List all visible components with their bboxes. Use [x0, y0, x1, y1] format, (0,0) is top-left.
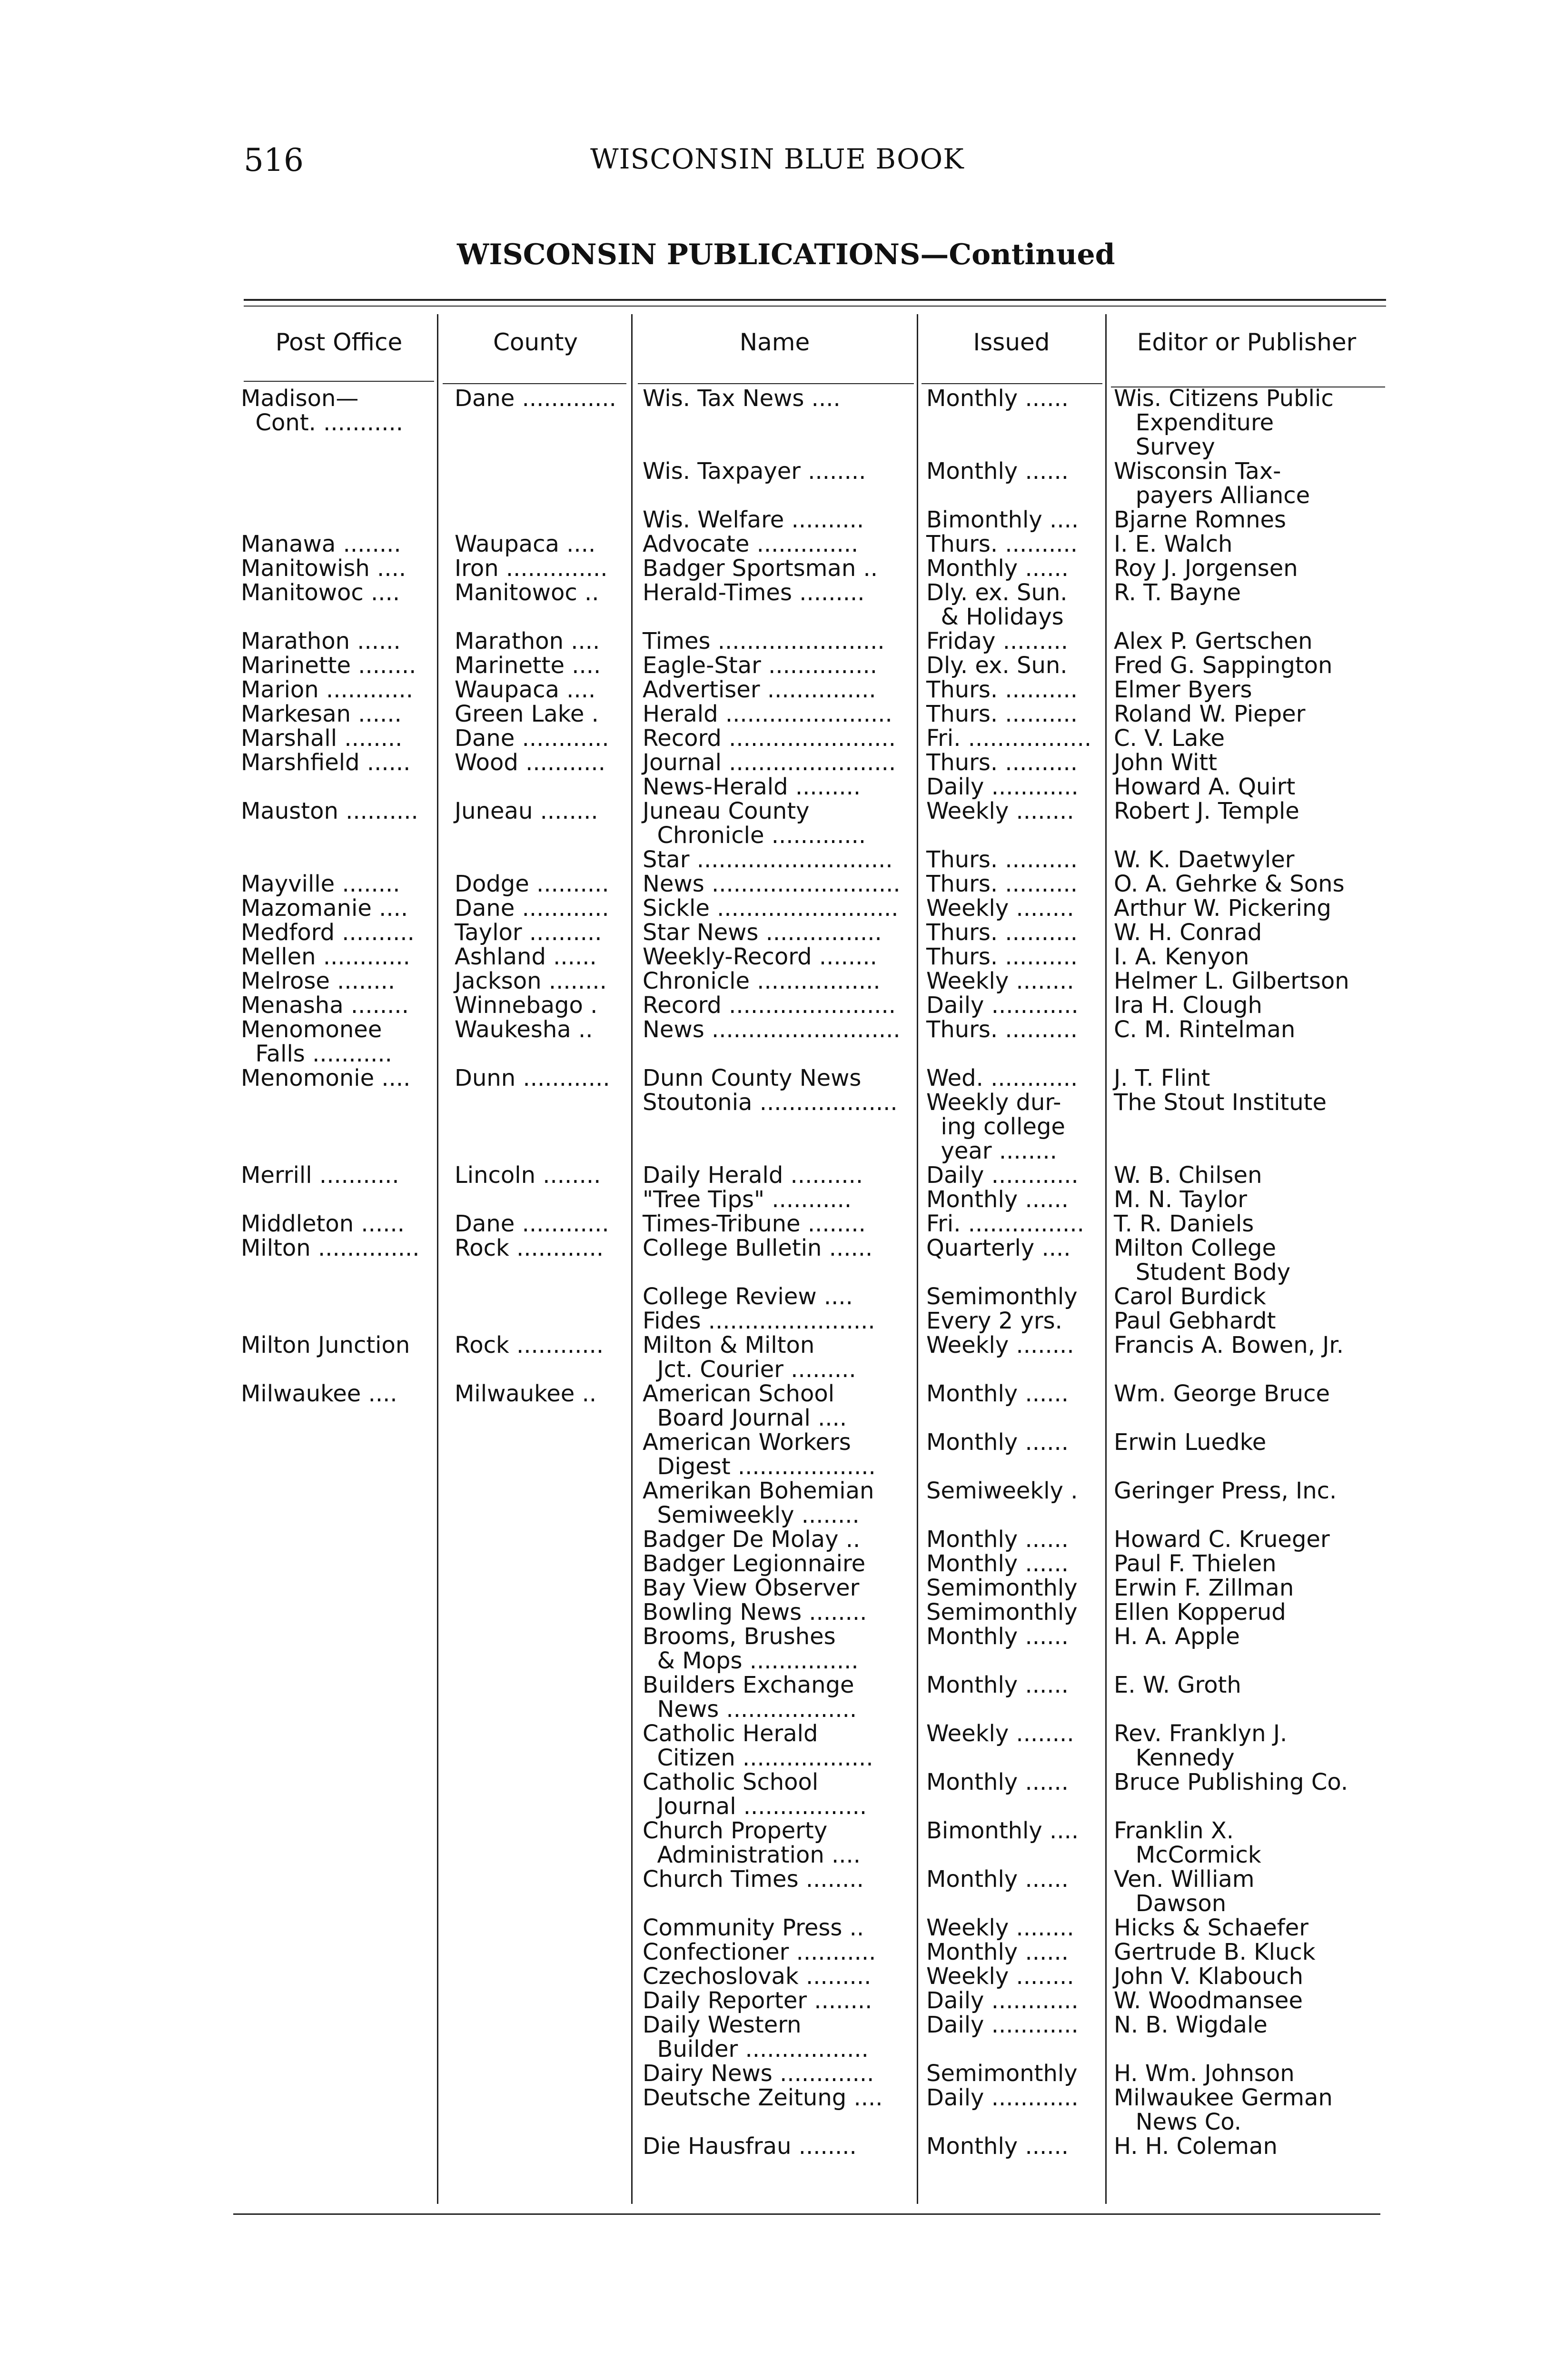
post-office-cell: Markesan ...... [241, 701, 402, 727]
issued-cell: Monthly ...... [926, 1939, 1069, 1965]
name-cell: Church Property Administration .... [643, 1817, 861, 1868]
issued-cell: Thurs. .......... [926, 676, 1078, 703]
editor-cell: Francis A. Bowen, Jr. [1114, 1332, 1344, 1359]
issued-cell: Daily ............ [926, 1987, 1079, 2014]
name-cell: Church Times ........ [643, 1866, 864, 1893]
editor-cell: John Witt [1114, 749, 1218, 776]
editor-cell: Robert J. Temple [1114, 798, 1299, 824]
column-header-county: County [493, 328, 578, 356]
issued-cell: Dly. ex. Sun. & Holidays [926, 579, 1068, 630]
editor-cell: Wis. Citizens Public Expenditure Survey [1114, 385, 1334, 460]
editor-cell: Geringer Press, Inc. [1114, 1478, 1337, 1504]
name-cell: Milton & Milton Jct. Courier ......... [643, 1332, 856, 1383]
issued-cell: Daily ............ [926, 2012, 1079, 2038]
issued-cell: Weekly ........ [926, 798, 1074, 824]
editor-cell: T. R. Daniels [1114, 1210, 1254, 1237]
editor-cell: Hicks & Schaefer [1114, 1914, 1308, 1941]
editor-cell: I. A. Kenyon [1114, 943, 1249, 970]
name-cell: Fides ....................... [643, 1308, 875, 1334]
issued-cell: Monthly ...... [926, 1623, 1069, 1650]
issued-cell: Fri. ................. [926, 725, 1092, 752]
issued-cell: Thurs. .......... [926, 1016, 1078, 1043]
name-cell: Badger Legionnaire [643, 1550, 866, 1577]
name-cell: Wis. Welfare .......... [643, 506, 864, 533]
editor-cell: W. H. Conrad [1114, 919, 1262, 946]
editor-cell: Helmer L. Gilbertson [1114, 968, 1349, 994]
post-office-cell: Mellen ............ [241, 943, 410, 970]
name-cell: Eagle-Star ............... [643, 652, 877, 679]
issued-cell: Thurs. .......... [926, 749, 1078, 776]
issued-cell: Monthly ...... [926, 1380, 1069, 1407]
issued-cell: Fri. ................ [926, 1210, 1084, 1237]
issued-cell: Daily ............ [926, 774, 1079, 800]
name-cell: Journal ....................... [643, 749, 896, 776]
header-underline [443, 383, 626, 384]
name-cell: Badger De Molay .. [643, 1526, 861, 1553]
editor-cell: W. K. Daetwyler [1114, 846, 1295, 873]
editor-cell: Alex P. Gertschen [1114, 628, 1313, 654]
issued-cell: Weekly ........ [926, 1720, 1074, 1747]
name-cell: Star ........................... [643, 846, 893, 873]
issued-cell: Weekly ........ [926, 968, 1074, 994]
editor-cell: Wisconsin Tax- payers Alliance [1114, 458, 1310, 509]
post-office-cell: Menomonie .... [241, 1065, 411, 1091]
issued-cell: Bimonthly .... [926, 1817, 1079, 1844]
editor-cell: Gertrude B. Kluck [1114, 1939, 1316, 1965]
name-cell: Bowling News ........ [643, 1599, 867, 1626]
name-cell: Advertiser ............... [643, 676, 876, 703]
post-office-cell: Melrose ........ [241, 968, 396, 994]
issued-cell: Bimonthly .... [926, 506, 1079, 533]
name-cell: Daily Reporter ........ [643, 1987, 872, 2014]
post-office-cell: Milton Junction [241, 1332, 410, 1359]
editor-cell: Wm. George Bruce [1114, 1380, 1330, 1407]
name-cell: Herald-Times ......... [643, 579, 865, 606]
editor-cell: E. W. Groth [1114, 1672, 1241, 1698]
name-cell: Catholic School Journal ................. [643, 1769, 867, 1820]
post-office-cell: Marshall ........ [241, 725, 403, 752]
name-cell: Weekly-Record ........ [643, 943, 877, 970]
county-cell: Iron .............. [455, 555, 608, 582]
editor-cell: C. V. Lake [1114, 725, 1225, 752]
county-cell: Green Lake . [455, 701, 599, 727]
issued-cell: Semimonthly [926, 1599, 1078, 1626]
editor-cell: C. M. Rintelman [1114, 1016, 1296, 1043]
name-cell: News .......................... [643, 871, 901, 897]
name-cell: Record ....................... [643, 725, 896, 752]
column-header-editor-or-publisher: Editor or Publisher [1137, 328, 1357, 356]
top-rule-thin [244, 306, 1386, 307]
county-cell: Wood ........... [455, 749, 605, 776]
column-header-name: Name [739, 328, 810, 356]
name-cell: Record ....................... [643, 992, 896, 1019]
post-office-cell: Milwaukee .... [241, 1380, 397, 1407]
post-office-cell: Middleton ...... [241, 1210, 405, 1237]
name-cell: Bay View Observer [643, 1575, 860, 1601]
column-header-post-office: Post Office [275, 328, 403, 356]
editor-cell: Erwin Luedke [1114, 1429, 1267, 1456]
issued-cell: Thurs. .......... [926, 846, 1078, 873]
table-title: WISCONSIN PUBLICATIONS—Continued [457, 238, 1115, 271]
county-cell: Dane ............. [455, 385, 616, 412]
name-cell: Badger Sportsman .. [643, 555, 878, 582]
issued-cell: Thurs. .......... [926, 531, 1078, 557]
name-cell: College Review .... [643, 1283, 853, 1310]
post-office-cell: Medford .......... [241, 919, 415, 946]
county-cell: Juneau ........ [455, 798, 598, 824]
name-cell: Stoutonia ................... [643, 1089, 898, 1116]
county-cell: Marathon .... [455, 628, 600, 654]
editor-cell: Paul F. Thielen [1114, 1550, 1277, 1577]
editor-cell: W. Woodmansee [1114, 1987, 1303, 2014]
column-divider [437, 314, 438, 2204]
name-cell: Confectioner ........... [643, 1939, 876, 1965]
editor-cell: Howard C. Krueger [1114, 1526, 1330, 1553]
issued-cell: Thurs. .......... [926, 919, 1078, 946]
editor-cell: Roland W. Pieper [1114, 701, 1306, 727]
county-cell: Dane ............ [455, 1210, 609, 1237]
name-cell: News .......................... [643, 1016, 901, 1043]
county-cell: Waukesha .. [455, 1016, 593, 1043]
name-cell: Catholic Herald Citizen .................. [643, 1720, 873, 1771]
issued-cell: Monthly ...... [926, 1550, 1069, 1577]
issued-cell: Semimonthly [926, 2060, 1078, 2087]
name-cell: Daily Herald .......... [643, 1162, 863, 1189]
post-office-cell: Marinette ........ [241, 652, 416, 679]
top-rule [244, 299, 1386, 301]
post-office-cell: Mazomanie .... [241, 895, 408, 922]
issued-cell: Friday ......... [926, 628, 1069, 654]
post-office-cell: Mayville ........ [241, 871, 400, 897]
county-cell: Dodge .......... [455, 871, 609, 897]
editor-cell: Elmer Byers [1114, 676, 1252, 703]
name-cell: News-Herald ......... [643, 774, 861, 800]
name-cell: Dunn County News [643, 1065, 862, 1091]
column-divider [631, 314, 633, 2204]
name-cell: Wis. Taxpayer ........ [643, 458, 866, 485]
post-office-cell: Madison— Cont. ........... [241, 385, 403, 436]
editor-cell: Bjarne Romnes [1114, 506, 1287, 533]
county-cell: Manitowoc .. [455, 579, 599, 606]
issued-cell: Semimonthly [926, 1283, 1078, 1310]
issued-cell: Weekly ........ [926, 895, 1074, 922]
county-cell: Milwaukee .. [455, 1380, 597, 1407]
editor-cell: Paul Gebhardt [1114, 1308, 1276, 1334]
issued-cell: Wed. ............ [926, 1065, 1078, 1091]
column-header-issued: Issued [973, 328, 1050, 356]
county-cell: Waupaca .... [455, 531, 596, 557]
name-cell: Wis. Tax News .... [643, 385, 841, 412]
issued-cell: Monthly ...... [926, 1866, 1069, 1893]
issued-cell: Weekly ........ [926, 1963, 1074, 1990]
post-office-cell: Manitowoc .... [241, 579, 400, 606]
name-cell: Star News ................ [643, 919, 882, 946]
post-office-cell: Manawa ........ [241, 531, 401, 557]
post-office-cell: Mauston .......... [241, 798, 418, 824]
editor-cell: W. B. Chilsen [1114, 1162, 1262, 1189]
issued-cell: Quarterly .... [926, 1235, 1071, 1261]
issued-cell: Weekly ........ [926, 1914, 1074, 1941]
name-cell: Juneau County Chronicle ............. [643, 798, 866, 849]
editor-cell: Ven. William Dawson [1114, 1866, 1255, 1917]
name-cell: Deutsche Zeitung .... [643, 2084, 883, 2111]
name-cell: Advocate .............. [643, 531, 859, 557]
issued-cell: Daily ............ [926, 1162, 1079, 1189]
editor-cell: Erwin F. Zillman [1114, 1575, 1294, 1601]
name-cell: Amerikan Bohemian Semiweekly ........ [643, 1478, 874, 1528]
post-office-cell: Milton .............. [241, 1235, 420, 1261]
editor-cell: Rev. Franklyn J. Kennedy [1114, 1720, 1288, 1771]
editor-cell: I. E. Walch [1114, 531, 1233, 557]
post-office-cell: Manitowish .... [241, 555, 406, 582]
county-cell: Waupaca .... [455, 676, 596, 703]
issued-cell: Monthly ...... [926, 1672, 1069, 1698]
county-cell: Marinette .... [455, 652, 601, 679]
post-office-cell: Marion ............ [241, 676, 414, 703]
post-office-cell: Merrill ........... [241, 1162, 399, 1189]
editor-cell: Roy J. Jorgensen [1114, 555, 1298, 582]
county-cell: Dunn ............ [455, 1065, 610, 1091]
editor-cell: O. A. Gehrke & Sons [1114, 871, 1345, 897]
issued-cell: Daily ............ [926, 992, 1079, 1019]
header-underline [922, 383, 1102, 384]
post-office-cell: Marathon ...... [241, 628, 401, 654]
editor-cell: Milton College Student Body [1114, 1235, 1291, 1286]
column-divider [1105, 314, 1107, 2204]
name-cell: Chronicle ................. [643, 968, 881, 994]
issued-cell: Semiweekly . [926, 1478, 1078, 1504]
issued-cell: Thurs. .......... [926, 871, 1078, 897]
editor-cell: Franklin X. McCormick [1114, 1817, 1261, 1868]
name-cell: "Tree Tips" ........... [643, 1186, 852, 1213]
issued-cell: Daily ............ [926, 2084, 1079, 2111]
issued-cell: Monthly ...... [926, 458, 1069, 485]
name-cell: Times-Tribune ........ [643, 1210, 866, 1237]
editor-cell: H. Wm. Johnson [1114, 2060, 1295, 2087]
issued-cell: Thurs. .......... [926, 943, 1078, 970]
bottom-rule [233, 2213, 1380, 2215]
issued-cell: Thurs. .......... [926, 701, 1078, 727]
column-divider [917, 314, 918, 2204]
post-office-cell: Menasha ........ [241, 992, 409, 1019]
county-cell: Rock ............ [455, 1332, 604, 1359]
county-cell: Dane ............ [455, 895, 609, 922]
county-cell: Dane ............ [455, 725, 609, 752]
editor-cell: Arthur W. Pickering [1114, 895, 1331, 922]
county-cell: Taylor .......... [455, 919, 602, 946]
issued-cell: Monthly ...... [926, 555, 1069, 582]
name-cell: Brooms, Brushes & Mops ............... [643, 1623, 859, 1674]
name-cell: Dairy News ............. [643, 2060, 874, 2087]
post-office-cell: Marshfield ...... [241, 749, 411, 776]
editor-cell: The Stout Institute [1114, 1089, 1327, 1116]
name-cell: Herald ....................... [643, 701, 892, 727]
issued-cell: Semimonthly [926, 1575, 1078, 1601]
issued-cell: Monthly ...... [926, 385, 1069, 412]
name-cell: College Bulletin ...... [643, 1235, 873, 1261]
editor-cell: Carol Burdick [1114, 1283, 1266, 1310]
running-head: WISCONSIN BLUE BOOK [590, 143, 964, 175]
editor-cell: Ira H. Clough [1114, 992, 1262, 1019]
header-underline [244, 381, 434, 382]
editor-cell: J. T. Flint [1114, 1065, 1210, 1091]
name-cell: Die Hausfrau ........ [643, 2133, 857, 2160]
county-cell: Jackson ........ [455, 968, 607, 994]
page-number: 516 [244, 142, 304, 178]
issued-cell: Every 2 yrs. [926, 1308, 1062, 1334]
editor-cell: N. B. Wigdale [1114, 2012, 1268, 2038]
name-cell: Sickle ......................... [643, 895, 899, 922]
editor-cell: Milwaukee German News Co. [1114, 2084, 1333, 2135]
header-underline [638, 383, 914, 384]
editor-cell: Ellen Kopperud [1114, 1599, 1286, 1626]
name-cell: Daily Western Builder ................. [643, 2012, 869, 2063]
issued-cell: Monthly ...... [926, 1526, 1069, 1553]
name-cell: Czechoslovak ......... [643, 1963, 872, 1990]
county-cell: Rock ............ [455, 1235, 604, 1261]
editor-cell: H. H. Coleman [1114, 2133, 1278, 2160]
county-cell: Winnebago . [455, 992, 598, 1019]
issued-cell: Monthly ...... [926, 2133, 1069, 2160]
issued-cell: Monthly ...... [926, 1429, 1069, 1456]
editor-cell: John V. Klabouch [1114, 1963, 1304, 1990]
name-cell: American School Board Journal .... [643, 1380, 847, 1431]
editor-cell: H. A. Apple [1114, 1623, 1240, 1650]
county-cell: Ashland ...... [455, 943, 597, 970]
editor-cell: Howard A. Quirt [1114, 774, 1296, 800]
issued-cell: Weekly dur- ing college year ........ [926, 1089, 1065, 1164]
post-office-cell: Menomonee Falls ........... [241, 1016, 392, 1067]
county-cell: Lincoln ........ [455, 1162, 601, 1189]
name-cell: American Workers Digest ................... [643, 1429, 876, 1480]
issued-cell: Monthly ...... [926, 1769, 1069, 1795]
name-cell: Builders Exchange News .................. [643, 1672, 857, 1723]
editor-cell: Bruce Publishing Co. [1114, 1769, 1348, 1795]
issued-cell: Weekly ........ [926, 1332, 1074, 1359]
name-cell: Community Press .. [643, 1914, 864, 1941]
editor-cell: Fred G. Sappington [1114, 652, 1333, 679]
editor-cell: M. N. Taylor [1114, 1186, 1247, 1213]
issued-cell: Dly. ex. Sun. [926, 652, 1068, 679]
name-cell: Times ....................... [643, 628, 885, 654]
editor-cell: R. T. Bayne [1114, 579, 1241, 606]
issued-cell: Monthly ...... [926, 1186, 1069, 1213]
